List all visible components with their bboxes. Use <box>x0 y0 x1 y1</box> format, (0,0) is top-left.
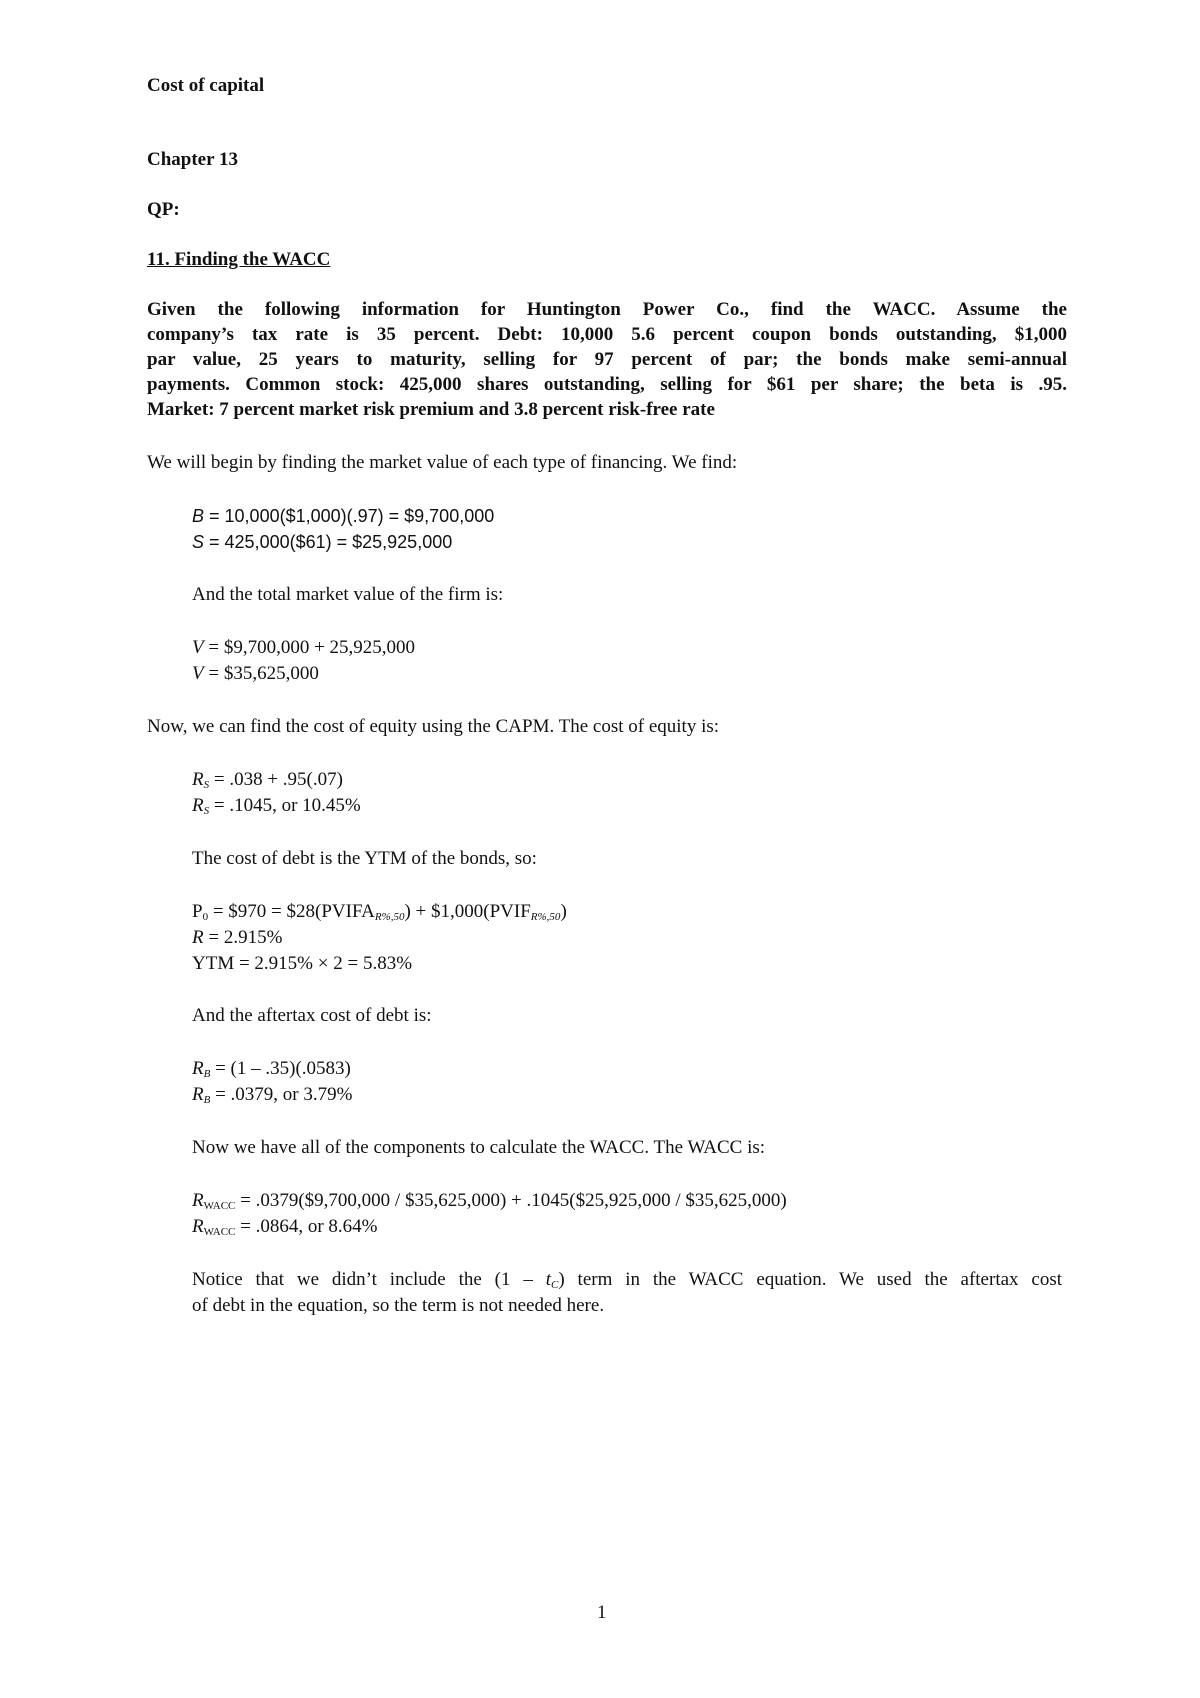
aftertax-intro: And the aftertax cost of debt is: <box>192 1005 432 1026</box>
chapter-label: Chapter 13 <box>147 149 238 170</box>
equation-v1: V = $9,700,000 + 25,925,000 <box>192 637 416 658</box>
equity-intro: Now, we can find the cost of equity using the CAPM. The cost of equity is: <box>147 716 720 737</box>
problem-line: Market: 7 percent market risk premium and 3.8 percent risk-free rate <box>147 399 715 420</box>
document-title: Cost of capital <box>147 75 265 96</box>
problem-line: par value, 25 years to maturity, selling for 97 percent of par; the bonds make semi-annual <box>147 349 1067 370</box>
notice-line: of debt in the equation, so the term is not needed here. <box>192 1295 605 1316</box>
problem-line: company’s tax rate is 35 percent. Debt: 10,000 5.6 percent coupon bonds outstanding, $1,000 <box>147 324 1067 345</box>
page-number: 1 <box>597 1602 607 1623</box>
problem-line: Given the following information for Huntington Power Co., find the WACC. Assume the <box>147 299 1067 320</box>
equation-p0: $P_0$ = $970 = $\$28(PVIFA_{R\%,50})$ + $\$1,000(PVIF_{R\%,50})$ <box>192 901 567 923</box>
equation-rs1: $R_S = .038 + .95(.07)$ <box>192 769 343 791</box>
equation-rb1: $R_B = (1 - .35)(.0583)$ <box>192 1058 351 1080</box>
intro-text: We will begin by finding the market value of each type of financing. We find: <box>147 452 738 473</box>
equation-rb2: $R_B = .0379$, or 3.79% <box>192 1084 353 1106</box>
equation-v2: V = $35,625,000 <box>192 663 319 684</box>
total-value-intro: And the total market value of the firm is: <box>192 584 504 605</box>
equation-wacc1: $R_{WACC}$ = .0379($9,700,000 / $35,625,000) + .1045($25,925,000 / $35,625,000) <box>192 1190 787 1212</box>
equation-ytm: YTM = 2.915% × 2 = 5.83% <box>192 953 413 974</box>
qp-label: QP: <box>147 199 180 220</box>
problem-line: payments. Common stock: 425,000 shares outstanding, selling for $61 per share; the beta is .95. <box>147 374 1067 395</box>
debt-intro: The cost of debt is the YTM of the bonds, so: <box>192 848 537 869</box>
problem-heading: 11. Finding the WACC <box>147 249 331 270</box>
equation-r: R = 2.915% <box>192 927 283 948</box>
equation-s: S = 425,000($61) = $25,925,000 <box>192 532 453 552</box>
wacc-intro: Now we have all of the components to calculate the WACC. The WACC is: <box>192 1137 766 1158</box>
equation-rs2: $R_S = .1045$, or 10.45% <box>192 795 361 817</box>
equation-b: B = 10,000($1,000)(.97) = $9,700,000 <box>192 506 495 526</box>
notice-line: Notice that we didn’t include the $(1 - t_C)$ term in the WACC equation. We used the aftertax cost <box>192 1269 1062 1291</box>
equation-wacc2: $R_{WACC} = .0864$, or 8.64% <box>192 1216 378 1238</box>
